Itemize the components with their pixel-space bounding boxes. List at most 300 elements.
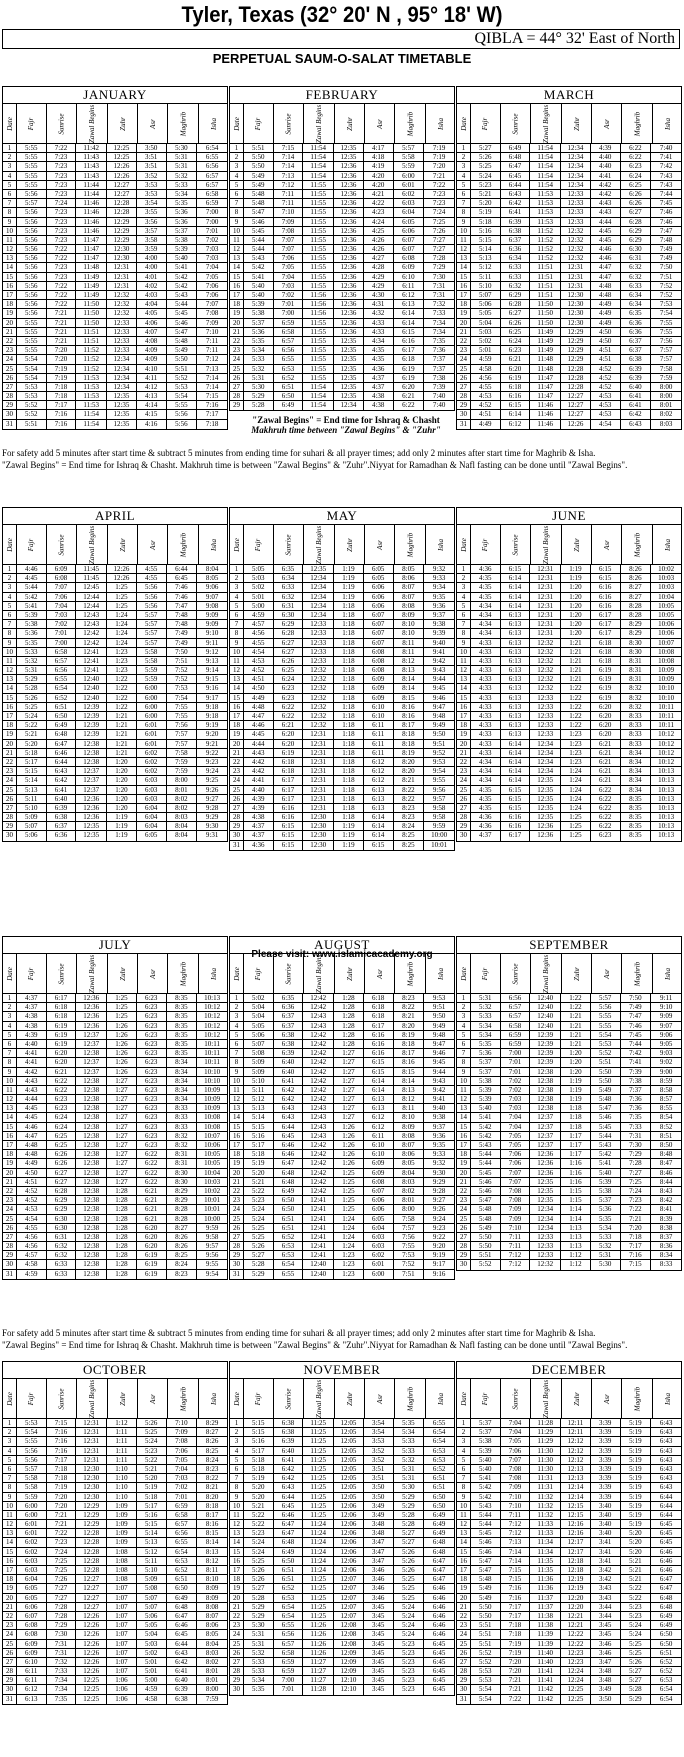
table-cell: 1:21 [107,749,137,757]
table-cell: 7:56 [659,336,673,345]
table-cell: 4:35 [471,593,501,601]
table-cell: 12:07 [334,1594,364,1602]
table-cell: 11 [457,1511,471,1519]
table-cell: 12:26 [76,1658,107,1666]
table-cell: 7:21 [621,1215,652,1223]
table-row [3,1224,227,1233]
table-row [3,1557,227,1566]
table-cell: 13 [457,1529,471,1537]
month-name: DECEMBER [457,1362,681,1379]
table-cell: 6:26 [621,199,652,207]
table-cell: 12:36 [334,291,364,299]
table-row [457,401,681,410]
table-cell: 11:49 [530,346,561,354]
table-cell: 6:27 [501,309,531,317]
table-cell: 5:23 [621,1603,652,1611]
table-cell: 7:21 [432,171,446,180]
table-cell: 6 [457,611,471,619]
table-cell: 4:15 [137,410,167,418]
table-cell: 12:38 [76,1242,107,1250]
table-cell: 6:39 [274,1049,304,1057]
table-cell: 6:16 [394,337,425,345]
table-cell: 5:52 [591,1049,621,1057]
table-cell: 4:34 [471,602,501,610]
table-cell: 11:53 [76,374,107,382]
table-cell: 6:55 [205,153,219,162]
table-cell: 1:20 [107,786,137,794]
table-cell: 5:27 [244,1251,274,1259]
table-cell: 4:17 [364,144,394,152]
table-cell: 6:09 [364,684,394,692]
table-cell: 1:27 [107,1132,137,1140]
table-cell: 9:23 [205,757,219,766]
table-cell: 5:26 [17,694,47,702]
table-cell: 9:36 [432,1131,446,1140]
table-row [3,172,227,181]
table-row [3,374,227,383]
table-cell: 10 [230,648,244,656]
table-cell: 7:23 [47,218,77,226]
table-cell: 11:27 [303,1658,334,1666]
table-cell: 6:23 [137,994,167,1002]
table-cell: 12:12 [561,1447,591,1455]
table-cell: 1:22 [561,694,591,702]
table-cell: 3:54 [364,1419,394,1427]
table-cell: 6:19 [137,1260,167,1268]
table-cell: 5:32 [244,365,274,373]
table-cell: 5:43 [167,291,198,299]
table-cell: 12:41 [303,1233,334,1241]
table-cell: 21 [230,1178,244,1186]
table-row [3,795,227,804]
table-cell: 8:19 [394,1031,425,1039]
table-row [230,1612,454,1621]
table-cell: 10 [230,1502,244,1510]
table-row [3,1612,227,1621]
table-cell: 6:44 [659,1492,673,1501]
table-cell: 8:18 [394,740,425,748]
table-cell: 5:55 [17,172,47,180]
table-cell: 6:22 [394,401,425,410]
table-cell: 18 [230,1150,244,1158]
table-cell: 9:59 [205,1223,219,1232]
table-cell: 5:56 [17,1447,47,1455]
table-cell: 4:33 [471,721,501,729]
table-cell: 12:26 [76,1630,107,1638]
table-cell: 4:54 [591,420,621,429]
table-cell: 3:47 [364,1548,394,1556]
table-cell: 11:47 [76,254,107,262]
table-cell: 7:18 [621,1233,652,1241]
table-cell: 5:56 [17,190,47,198]
table-cell: 8:10 [394,620,425,628]
table-cell: 12:30 [107,254,137,262]
table-cell: 1:24 [561,795,591,803]
table-cell: 5:49 [471,1584,501,1592]
table-cell: 6:52 [659,1667,673,1676]
table-row [457,1465,681,1474]
table-cell: 11:51 [530,263,561,271]
table-cell: 9:28 [205,803,219,812]
table-cell: 15 [230,273,244,281]
month-table-july [2,936,228,1280]
table-row [457,300,681,309]
table-cell: 6:19 [137,1270,167,1279]
table-cell: 11:54 [303,153,334,161]
table-cell: 5:40 [244,282,274,290]
table-cell: 5:44 [244,236,274,244]
table-cell: 6:56 [205,162,219,171]
table-cell: 10:03 [658,574,675,583]
table-row [457,602,681,611]
table-cell: 4:33 [471,675,501,683]
table-cell: 7:00 [47,639,77,647]
table-cell: 23 [3,346,17,354]
table-cell: 25 [230,1215,244,1223]
table-cell: 7:33 [621,1123,652,1131]
table-cell: 4:47 [17,1132,47,1140]
table-cell: 1:07 [107,1603,137,1611]
table-cell: 19 [230,309,244,317]
table-cell: 12:36 [76,1012,107,1020]
table-cell: 7:05 [167,1456,198,1464]
table-cell: 6:57 [501,1012,531,1020]
table-cell: 7:02 [47,620,77,628]
table-cell: 8:03 [205,1648,219,1657]
month-table-february [229,86,455,411]
table-cell: 6:57 [501,1003,531,1011]
table-cell: 6:14 [501,776,531,784]
table-cell: 5:34 [394,1428,425,1436]
table-cell: 7:07 [501,1169,531,1177]
table-cell: 5:56 [17,282,47,290]
table-cell: 12:23 [561,1658,591,1666]
table-cell: 5:35 [17,639,47,647]
table-cell: 1:25 [561,813,591,821]
table-cell: 3:39 [591,1428,621,1436]
column-header-row [457,525,681,565]
table-cell: 31 [230,1270,244,1279]
table-cell: 6:13 [364,795,394,803]
table-cell: 11 [457,236,471,244]
table-row [230,1040,454,1049]
table-cell: 12:29 [561,355,591,363]
table-cell: 1:10 [107,1493,137,1501]
table-cell: 11:46 [530,401,561,409]
table-cell: 12:30 [561,291,591,299]
table-cell: 12:33 [561,190,591,198]
table-cell: 8:06 [394,574,425,582]
table-cell: 12:38 [76,1215,107,1223]
table-cell: 9:24 [432,1214,446,1223]
table-cell: 12:35 [76,822,107,830]
table-cell: 10:13 [658,831,675,840]
column-header: Asr [365,1379,395,1418]
table-cell: 8:34 [621,749,652,757]
table-cell: 21 [457,328,471,336]
table-cell: 7 [3,199,17,207]
table-cell: 1:14 [561,1205,591,1213]
table-cell: 17 [3,291,17,299]
table-row [230,730,454,739]
table-row [3,1428,227,1437]
table-cell: 5:58 [394,153,425,161]
table-row [230,1511,454,1520]
table-cell: 6:46 [47,749,77,757]
table-cell: 3:45 [364,1640,394,1648]
table-cell: 5:37 [591,1196,621,1204]
table-cell: 19 [457,1159,471,1167]
table-cell: 12:34 [530,1224,561,1232]
table-cell: 9:06 [205,583,219,592]
table-cell: 1:08 [107,1557,137,1565]
table-cell: 1:28 [107,1233,137,1241]
table-row [230,401,454,410]
table-cell: 10:11 [204,1049,220,1058]
table-cell: 10 [457,648,471,656]
table-cell: 5:33 [394,1437,425,1445]
table-cell: 4:38 [17,1022,47,1030]
table-cell: 5:23 [244,1196,274,1204]
table-cell: 1:25 [561,831,591,840]
table-cell: 6:19 [591,666,621,674]
table-cell: 5:15 [471,236,501,244]
table-cell: 12:38 [530,1077,561,1085]
table-cell: 10:06 [658,629,675,638]
table-cell: 8:14 [394,1077,425,1085]
table-cell: 4:33 [471,712,501,720]
table-cell: 27 [230,1658,244,1666]
table-cell: 4:52 [17,1196,47,1204]
table-row [457,245,681,254]
table-cell: 7:17 [501,1603,531,1611]
table-cell: 6:34 [274,574,304,582]
table-cell: 29 [457,1251,471,1259]
table-cell: 12:20 [561,1594,591,1602]
table-cell: 5:34 [244,346,274,354]
table-cell: 9:09 [205,620,219,629]
table-cell: 3:45 [364,1603,394,1611]
table-row [457,1428,681,1437]
table-cell: 8:26 [621,565,652,573]
table-cell: 6:20 [394,383,425,391]
table-cell: 31 [3,1695,17,1704]
table-cell: 5:57 [137,611,167,619]
table-cell: 5:53 [17,383,47,391]
table-cell: 4:33 [471,684,501,692]
column-header: Fajr [17,954,47,993]
table-row [3,1640,227,1649]
table-cell: 12:05 [334,1493,364,1501]
table-cell: 6:13 [17,1695,47,1704]
table-cell: 8:29 [167,1187,198,1195]
table-row [230,1113,454,1122]
table-cell: 7:18 [501,1621,531,1629]
table-cell: 12:28 [76,1538,107,1546]
table-cell: 6:12 [364,776,394,784]
table-cell: 12:29 [561,337,591,345]
table-cell: 6:45 [167,1630,198,1638]
table-cell: 10:13 [658,803,675,812]
table-cell: 12:30 [107,245,137,253]
table-cell: 1:18 [334,694,364,702]
table-cell: 5:23 [137,1447,167,1455]
table-cell: 5:05 [137,1621,167,1629]
table-cell: 8:16 [394,712,425,720]
table-cell: 10:12 [658,730,675,739]
table-cell: 6:53 [432,1446,446,1455]
table-cell: 8:02 [167,795,198,803]
table-cell: 8:27 [205,1428,219,1437]
table-cell: 10:08 [204,1113,221,1122]
table-cell: 5:19 [621,1483,652,1491]
column-header: Maghrib [168,1379,199,1418]
table-cell: 7:18 [47,1474,77,1482]
table-cell: 6:50 [274,1557,304,1565]
table-cell: 30 [3,1260,17,1268]
table-cell: 5:46 [471,1538,501,1546]
table-cell: 9:18 [205,702,219,711]
table-cell: 24 [230,776,244,784]
table-cell: 6:56 [501,994,531,1002]
table-cell: 1:28 [334,1031,364,1039]
table-cell: 11:25 [303,1575,334,1583]
table-row [3,611,227,620]
table-cell: 6:31 [47,1233,77,1241]
table-cell: 7:06 [205,281,219,290]
table-cell: 7:16 [501,1594,531,1602]
table-cell: 11:25 [303,1428,334,1436]
table-cell: 6:10 [17,1658,47,1666]
table-cell: 30 [3,410,17,418]
table-cell: 6:41 [274,1077,304,1085]
table-cell: 5 [3,181,17,189]
table-cell: 13 [3,675,17,683]
table-cell: 5:38 [244,309,274,317]
table-cell: 12:33 [561,199,591,207]
table-cell: 12:38 [76,1132,107,1140]
table-cell: 6:48 [501,153,531,161]
table-cell: 12:19 [561,1584,591,1592]
table-cell: 4:34 [471,611,501,619]
table-cell: 6:15 [501,565,531,573]
table-cell: 6:59 [501,1031,531,1039]
table-cell: 9:29 [432,1177,446,1186]
table-cell: 6:48 [274,1538,304,1546]
column-header: Maghrib [168,954,199,993]
table-cell: 4:39 [244,804,274,812]
table-cell: 12:42 [303,1003,334,1011]
table-cell: 12:32 [303,666,334,674]
table-cell: 12:13 [561,1474,591,1482]
table-cell: 8:25 [394,841,425,850]
table-cell: 5:55 [167,401,198,409]
table-cell: 4:36 [471,565,501,573]
table-cell: 4:43 [591,208,621,216]
table-cell: 12:42 [303,1141,334,1149]
table-cell: 9:31 [205,831,219,840]
table-cell: 7:50 [621,994,652,1002]
table-cell: 14 [230,263,244,271]
table-row [230,1022,454,1031]
table-cell: 5:20 [621,1529,652,1537]
table-cell: 9:26 [205,785,219,794]
table-cell: 4:20 [364,172,394,180]
table-row [3,1566,227,1575]
table-cell: 24 [457,1630,471,1638]
table-cell: 12:34 [530,758,561,766]
table-row [230,309,454,318]
table-cell: 5:22 [244,1511,274,1519]
table-cell: 5:56 [17,227,47,235]
table-cell: 1:09 [107,1529,137,1537]
table-cell: 17 [230,291,244,299]
table-cell: 8:04 [394,1169,425,1177]
table-cell: 25 [230,1640,244,1648]
table-cell: 6:46 [432,1584,446,1593]
table-cell: 7:35 [621,1113,652,1121]
table-cell: 6:48 [167,1603,198,1611]
table-cell: 5:33 [167,181,198,189]
table-cell: 6:17 [591,620,621,628]
column-header-row [230,525,454,565]
website-link[interactable]: Please visit: www.islamicacademy.org [251,949,433,960]
table-cell: 7:23 [47,153,77,161]
table-cell: 5:51 [471,1621,501,1629]
table-cell: 6:49 [432,1520,446,1529]
table-cell: 6:08 [17,1630,47,1638]
table-cell: 7:28 [621,1159,652,1167]
table-cell: 3:48 [364,1520,394,1528]
column-header: Zawal Begins [77,954,108,993]
table-cell: 6:37 [274,1012,304,1020]
table-cell: 1:23 [561,749,591,757]
table-cell: 6:18 [591,657,621,665]
table-cell: 4 [230,593,244,601]
column-header: Zawal Begins [531,525,562,564]
table-cell: 5:55 [17,337,47,345]
table-cell: 15 [230,1123,244,1131]
table-cell: 9:11 [206,638,219,647]
table-cell: 15 [457,1548,471,1556]
table-row [457,1603,681,1612]
table-cell: 7:25 [47,1557,77,1565]
table-row [457,1658,681,1667]
table-cell: 5:00 [244,602,274,610]
table-cell: 11:55 [303,181,334,189]
table-cell: 7:58 [167,749,198,757]
table-row [457,337,681,346]
table-row [3,694,227,703]
table-cell: 9:50 [432,730,446,739]
table-cell: 4:59 [244,611,274,619]
table-cell: 4:34 [471,629,501,637]
table-cell: 5:07 [17,822,47,830]
table-cell: 6:43 [274,1104,304,1112]
table-cell: 11:55 [303,236,334,244]
table-cell: 5:52 [17,401,47,409]
column-header: Asr [138,104,168,143]
table-row [230,1205,454,1214]
table-cell: 3:45 [591,1630,621,1638]
column-header: Zuhr [335,954,365,993]
table-cell: 1:25 [107,1003,137,1011]
table-cell: 15 [457,694,471,702]
table-cell: 3:39 [591,1437,621,1445]
table-cell: 12:05 [334,1419,364,1427]
table-cell: 12:06 [334,1502,364,1510]
column-header-row [230,104,454,144]
